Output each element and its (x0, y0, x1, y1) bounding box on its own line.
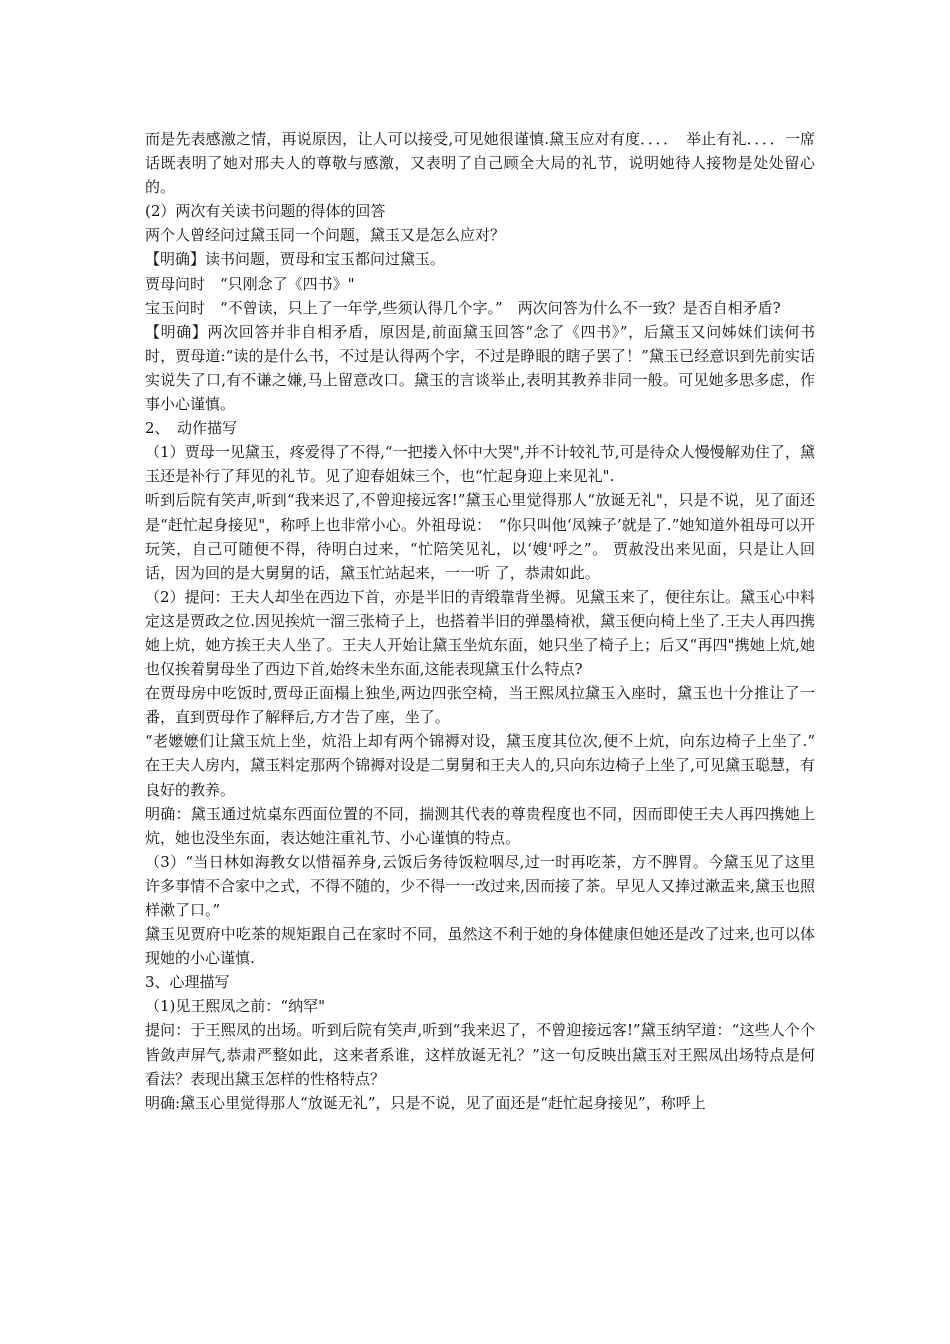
paragraph-13: “老嬷嬷们让黛玉炕上坐，炕沿上却有两个锦褥对设，黛玉度其位次,便不上炕，向东边椅子上坐了.” 在王夫人房内，黛玉料定那两个锦褥对设是二舅舅和王夫人的,只向东边椅子上坐了,可见黛玉聪慧，有良好的教养。 (145, 732, 831, 799)
paragraph-15: （3）“当日林如海教女以惜福养身,云饭后务待饭粒咽尽,过一时再吃茶，方不脾胃。今黛玉见了这里许多事情不合家中之式，不得不随的，少不得一一改过来,因而接了茶。早见人又捧过漱盂来,黛玉也照样漱了口。” (145, 852, 815, 919)
paragraph-20: 明确:黛玉心里觉得那人“放诞无礼”，只是不说，见了面还是“赶忙起身接见”，称呼上 (145, 1093, 706, 1112)
paragraph-4: 【明确】读书问题，贾母和宝玉都问过黛玉。 (145, 250, 446, 269)
paragraph-14: 明确：黛玉通过炕桌东西面位置的不同，揣测其代表的尊贵程度也不同，因而即使王夫人再四携她上炕，她也没坐东面，表达她注重礼节、小心谨慎的特点。 (145, 804, 815, 847)
paragraph-10: 听到后院有笑声,听到“我来迟了,不曾迎接远客!”黛玉心里觉得那人“放诞无礼"，只是不说，见了面还是“赶忙起身接见"，称呼上也非常小心。外祖母说： “你只叫他‘凤辣子’就是了.”她知道外祖母可以开玩笑，自己可随便不得，待明白过来，“忙陪笑见礼，以‘嫂'呼之”。 贾赦没出来见面，只是让人回话，因为回的是大舅舅的话，黛玉忙站起来，一一听 了，恭肃如此。 (145, 491, 815, 582)
paragraph-18: （1)见王熙凤之前：“纳罕" (145, 997, 325, 1016)
paragraph-3: 两个人曾经问过黛玉同一个问题，黛玉又是怎么应对？ (145, 226, 506, 245)
paragraph-12: 在贾母房中吃饭时,贾母正面榻上独坐,两边四张空椅，当王熙凤拉黛玉入座时，黛玉也十分推让了一番，直到贾母作了解释后,方才告了座，坐了。 (145, 684, 815, 727)
section-heading-psychology: 3、心理描写 (145, 973, 230, 992)
paragraph-9: （1）贾母一见黛玉，疼爱得了不得,“一把搂入怀中大哭",并不计较礼节,可是待众人慢慢解劝住了，黛玉还是补行了拜见的礼节。见了迎春姐妹三个，也“忙起身迎上来见礼". (145, 443, 815, 486)
document-page (145, 127, 831, 1115)
paragraph-5: 贾母问时 “只刚念了《四书》" (145, 274, 355, 293)
paragraph-7: 【明确】两次回答并非自相矛盾，原因是,前面黛玉回答“念了《四书》”，后黛玉又问姊妹们读何书时，贾母道:“读的是什么书，不过是认得两个字，不过是睁眼的瞎子罢了！”黛玉已经意识到先前实话实说失了口,有不谦之嫌,马上留意改口。黛玉的言谈举止,表明其教养非同一般。可见她多思多虑，作事小心谨慎。 (145, 322, 815, 414)
paragraph-6: 宝玉问时 “不曾读，只上了一年学,些须认得几个字。” 两次问答为什么不一致？是否自相矛盾? (145, 298, 781, 317)
paragraph-19: 提问：于王熙凤的出场。听到后院有笑声,听到“我来迟了，不曾迎接远客!”黛玉纳罕道：“这些人个个皆敛声屏气,恭肃严整如此，这来者系谁，这样放诞无礼？”这一句反映出黛玉对王熙凤出场特点是何看法？表现出黛玉怎样的性格特点？ (145, 1021, 815, 1088)
paragraph-2: (2）两次有关读书问题的得体的回答 (145, 202, 386, 221)
paragraph-11: （2）提问：王夫人却坐在西边下首，亦是半旧的青缎靠背坐褥。见黛玉来了，便往东让。黛玉心中料定这是贾政之位.因见挨炕一溜三张椅子上，也搭着半旧的弹墨椅袱，黛玉便向椅上坐了.王夫人再四携她上炕，她方挨王夫人坐了。王夫人开始让黛玉坐炕东面，她只坐了椅子上；后又“再四"携她上炕,她也仅挨着舅母坐了西边下首,始终未坐东面,这能表现黛玉什么特点? (145, 587, 815, 679)
paragraph-1: 而是先表感激之情，再说原因，让人可以接受,可见她很谨慎.黛玉应对有度．．．． 举止有礼．．．．一席话既表明了她对邢夫人的尊敬与感激，又表明了自己顾全大局的礼节，说明她待人接物是处处留心的。 (145, 130, 815, 197)
section-heading-action: 2、 动作描写 (145, 419, 238, 438)
paragraph-16: 黛玉见贾府中吃茶的规矩跟自己在家时不同，虽然这不利于她的身体健康但她还是改了过来,也可以体现她的小心谨慎. (145, 925, 815, 968)
